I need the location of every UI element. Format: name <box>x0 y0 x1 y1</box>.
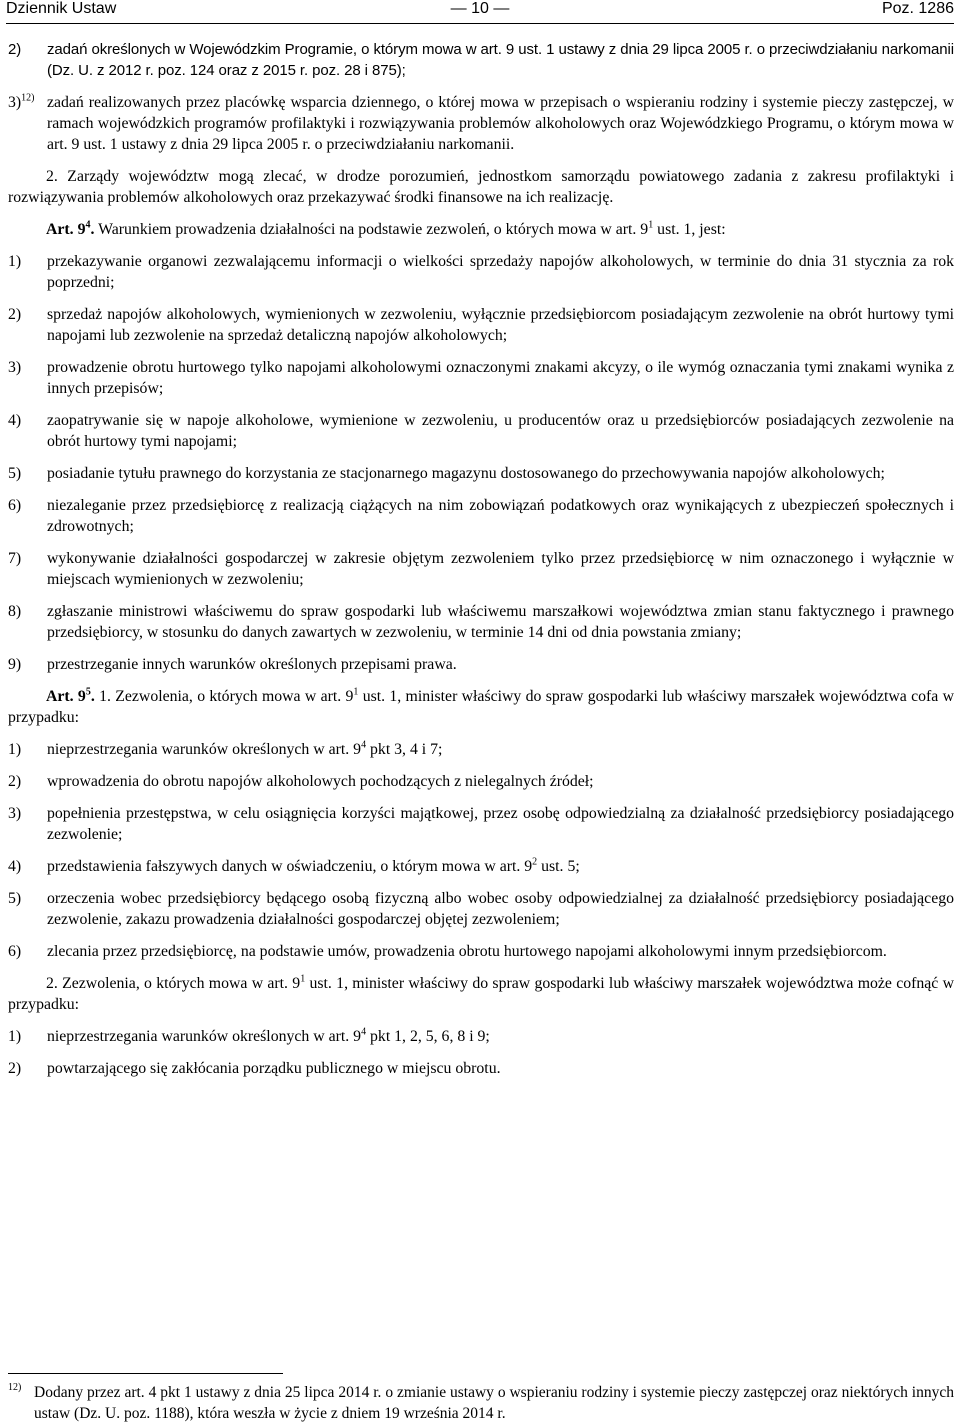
item-text: sprzedaż napojów alkoholowych, wymienionych w zezwoleniu, wyłącznie przedsiębiorcom posiadającym zezwolenie na obrót hurtowy tymi napojami lub zezwolenie na sprzedaż detaliczną napojów alkoholowych; <box>47 306 954 344</box>
item-text: przestrzeganie innych warunków określonych przepisami prawa. <box>47 656 457 673</box>
page-header <box>6 0 954 22</box>
item-text: prowadzenie obrotu hurtowego tylko napojami alkoholowymi oznaczonymi znakami akcyzy, o ile wymóg oznaczania tymi znakami wynika z innych przepisów; <box>47 359 954 397</box>
footnote <box>8 1382 954 1424</box>
item-number: 8) <box>8 603 22 620</box>
article-9-5-list-2 <box>8 1026 954 1079</box>
item-number: 1) <box>8 741 22 758</box>
footnote-divider <box>8 1373 283 1374</box>
item-number: 1) <box>8 253 22 270</box>
list-item <box>8 39 954 81</box>
footnote-marker: 12) <box>8 1382 22 1393</box>
list-item <box>8 410 954 452</box>
journal-title: Dziennik Ustaw <box>6 0 117 17</box>
item-number: 2) <box>8 773 22 790</box>
document-body <box>8 39 954 1090</box>
list-item <box>8 304 954 346</box>
item-number: 3) <box>8 805 22 822</box>
list-item: 1) nieprzestrzegania warunków określonych w art. $9^4$ pkt 3, 4 i 7; <box>8 739 443 758</box>
list-item <box>8 654 954 675</box>
list-item: 4) przedstawienia fałszywych danych w oświadczeniu, o którym mowa w art. $9^2$ ust. 5; <box>8 856 580 875</box>
article-9-5-intro: Art. $9^5$. 1. Zezwolenia, o których mowa w art. $9^1$ ust. 1, minister właściwy do spraw gospodarki lub właściwy marszałek województwa cofa w przypadku: <box>8 686 954 726</box>
item-number: 3)$^{12)}$ <box>8 92 35 111</box>
item-number: 4) <box>8 858 22 875</box>
item-text: zadań określonych w Wojewódzkim Programie, o którym mowa w art. 9 ust. 1 ustawy z dnia 29 lipca 2005 r. o przeciwdziałaniu narkomanii (Dz. U. z 2012 r. poz. 124 oraz z 2015 r. poz. 28 i 875); <box>47 41 954 79</box>
item-number: 7) <box>8 550 22 567</box>
list-item <box>8 601 954 643</box>
article-9-5-list-1 <box>8 739 954 962</box>
list-item: 6) zlecania przez przedsiębiorcę, na podstawie umów, prowadzenia obrotu hurtowego napojami alkoholowymi innym przedsiębiorcom. <box>8 943 887 960</box>
article-9-5-paragraph-2: 2. Zezwolenia, o których mowa w art. $9^1$ ust. 1, minister właściwy do spraw gospodarki lub właściwy marszałek województwa może cofnąć w przypadku: <box>8 973 954 1013</box>
position-number: Poz. 1286 <box>881 0 954 17</box>
item-number: 2) <box>8 306 22 323</box>
list-item: 5) orzeczenia wobec przedsiębiorcy będącego osobą fizyczną albo wobec osoby odpowiedzialnej za działalność przedsiębiorcy posiadającego zezwolenie, zakazu prowadzenia działalności gospodarczej objętej zezwoleniem; <box>8 890 954 928</box>
item-number: 1) <box>8 1028 22 1045</box>
item-number: 5) <box>8 890 22 907</box>
item-number: 9) <box>8 656 22 673</box>
item-number: 4) <box>8 412 22 429</box>
item-number: 6) <box>8 943 22 960</box>
paragraph-2: 2. Zarządy województw mogą zlecać, w drodze porozumień, jednostkom samorządu powiatowego zadania z zakresu profilaktyki i rozwiązywania problemów alkoholowych oraz przekazywać środki finansowe na ich realizację. <box>8 168 954 206</box>
article-9-4-intro: Art. $9^4$. Warunkiem prowadzenia działalności na podstawie zezwoleń, o których mowa w art. $9^1$ ust. 1, jest: <box>46 219 726 238</box>
item-text: wykonywanie działalności gospodarczej w zakresie objętym zezwoleniem tylko przez przedsiębiorcę w nim oznaczonego i wyłącznie w miejscach wymienionych w zezwoleniu; <box>47 550 954 588</box>
footnote-reference[interactable]: 12) <box>21 92 35 104</box>
item-text: zgłaszanie ministrowi właściwemu do spraw gospodarki lub właściwemu marszałkowi województwa zmian stanu faktycznego i prawnego przedsiębiorcy, w stosunku do danych zawartych w zezwoleniu, w terminie 14 dni od dnia powstania zmiany; <box>47 603 954 641</box>
item-text: niezaleganie przez przedsiębiorcę z realizacją ciążących na nim zobowiązań podatkowych oraz wynikających z ubezpieczeń społecznych i zdrowotnych; <box>47 497 954 535</box>
list-item: 2) wprowadzenia do obrotu napojów alkoholowych pochodzących z nielegalnych źródeł; <box>8 773 594 790</box>
list-item <box>8 251 954 293</box>
item-text: zadań realizowanych przez placówkę wsparcia dziennego, o której mowa w przepisach o wspieraniu rodziny i systemie pieczy zastępczej, w ramach wojewódzkich programów profilaktyki i rozwiązywania problemów alkoholowych oraz Wojewódzkiego Programu, o którym mowa w art. 9 ust. 1 ustawy z dnia 29 lipca 2005 r. o przeciwdziałaniu narkomanii. <box>47 94 954 153</box>
item-text: posiadanie tytułu prawnego do korzystania ze stacjonarnego magazynu dostosowanego do przechowywania napojów alkoholowych; <box>47 465 885 482</box>
article-label: Art. $9^5$. <box>46 686 95 705</box>
article-9-4-list <box>8 251 954 675</box>
footnote-text: Dodany przez art. 4 pkt 1 ustawy z dnia 25 lipca 2014 r. o zmianie ustawy o wspieraniu rodziny i systemie pieczy zastępczej oraz niektórych innych ustaw (Dz. U. poz. 1188), która weszła w życie z dniem 19 września 2014 r. <box>34 1384 954 1422</box>
item-number: 2) <box>8 41 22 58</box>
item-number: 5) <box>8 465 22 482</box>
page-number: — 10 — <box>450 0 510 17</box>
article-label: Art. $9^4$. <box>46 219 95 238</box>
item-text: przekazywanie organowi zezwalającemu informacji o wielkości sprzedaży napojów alkoholowych, w terminie do dnia 31 stycznia za rok poprzedni; <box>47 253 954 291</box>
item-text: zaopatrywanie się w napoje alkoholowe, wymienione w zezwoleniu, u producentów oraz u przedsiębiorców posiadających zezwolenie na obrót hurtowy tymi napojami; <box>47 412 954 450</box>
header-divider <box>6 23 954 24</box>
list-item: 1) nieprzestrzegania warunków określonych w art. $9^4$ pkt 1, 2, 5, 6, 8 i 9; <box>8 1026 490 1045</box>
item-number: 6) <box>8 497 22 514</box>
item-number: 3) <box>8 359 22 376</box>
list-item <box>8 357 954 399</box>
list-item: 3) popełnienia przestępstwa, w celu osiągnięcia korzyści majątkowej, przez osobę odpowiedzialną za działalność przedsiębiorcy posiadającego zezwolenie; <box>8 805 954 843</box>
list-item <box>8 548 954 590</box>
item-number: 2) <box>8 1060 22 1077</box>
list-item: 2) powtarzającego się zakłócania porządku publicznego w miejscu obrotu. <box>8 1060 501 1077</box>
list-item <box>8 463 954 484</box>
list-item <box>8 495 954 537</box>
list-item <box>8 92 954 155</box>
